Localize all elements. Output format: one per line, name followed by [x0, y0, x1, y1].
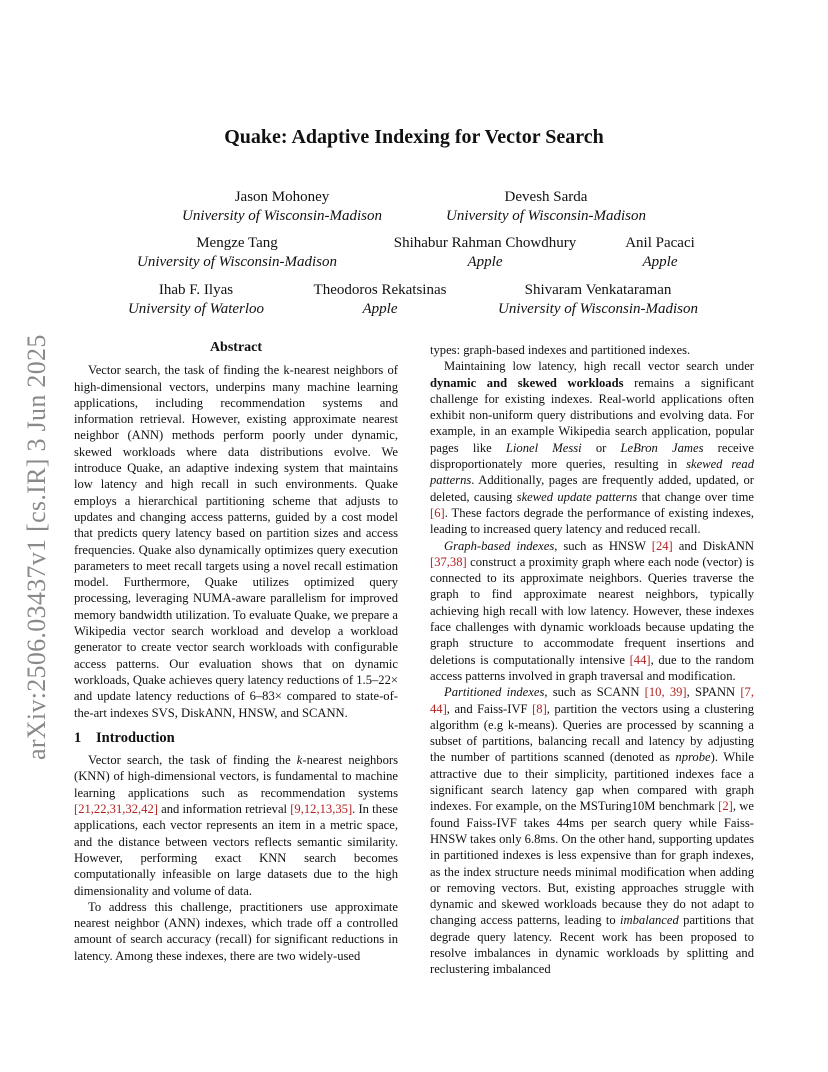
right-column	[430, 342, 754, 978]
author-name: Shivaram Venkataraman	[524, 282, 672, 298]
section-heading	[74, 730, 398, 746]
arxiv-identifier: arXiv:2506.03437v1 [cs.IR] 3 Jun 2025	[22, 334, 51, 760]
citation-link[interactable]: [44]	[629, 652, 651, 667]
author-name: Theodoros Rekatsinas	[313, 282, 447, 298]
author-block	[610, 234, 710, 272]
author-name: Mengze Tang	[196, 235, 278, 251]
citation-link[interactable]: [2]	[718, 799, 733, 814]
body-paragraph: Partitioned indexes, such as SCANN [10, 39], SPANN [7, 44], and Faiss-IVF [8], partition the vectors using a clustering algorithm (e.g k-means). Queries are processed by scanning a subset of partitions, balancing recall and latency by adjusting the number of partitions scanned (denoted as nprobe). While attractive due to their simplicity, partitioned indexes face a significant search latency gap when compared with graph indexes. For example, on the MSTuring10M benchmark [2], we found Faiss-IVF takes 44ms per search query while Faiss-HNSW takes only 6.8ms. On the other hand, supporting updates in partitioned indexes is less expensive than for graph indexes, as the index structure needs minimal modification when adding or removing vectors. But, existing approaches struggle with dynamic and skewed workloads because they do not adapt to changing access patterns, leading to imbalanced partitions that degrade query latency. Recent work has been proposed to resolve imbalances in dynamic workloads by splitting and reclustering imbalanced	[430, 685, 754, 977]
body-paragraph: Graph-based indexes, such as HNSW [24] and DiskANN [37,38] construct a proximity graph where each node (vector) is connected to its approximate neighbors. Queries traverse the graph to find approximate nearest neighbors, typically achieving high recall with low latency. However, these indexes face challenges with dynamic workloads because updating the graph structure to accommodate frequent insertions and deletions is computationally intensive [44], due to the random access patterns involved in graph traversal and modification.	[430, 538, 754, 683]
author-block	[380, 234, 590, 272]
author-name: Jason Mohoney	[234, 189, 330, 205]
author-affiliation: University of Wisconsin-Madison	[498, 301, 698, 317]
author-affiliation: University of Waterloo	[127, 301, 265, 317]
author-name: Ihab F. Ilyas	[158, 282, 234, 298]
citation-link[interactable]: [6]	[430, 505, 445, 520]
author-block	[172, 188, 392, 226]
author-name: Shihabur Rahman Chowdhury	[393, 235, 577, 251]
author-block	[300, 281, 460, 319]
abstract-text: Vector search, the task of finding the k-nearest neighbors of high-dimensional vectors, underpins many machine learning applications, including recommendation systems and information retrieval. However, existing approximate nearest neighbor (ANN) methods perform poorly under dynamic, skewed workloads where data distributions evolve. We introduce Quake, an adaptive indexing system that maintains low latency and high recall in such environments. Quake employs a hierarchical partitioning scheme that adjusts to updates and changing access patterns, guided by a cost model that predicts query latency based on partition sizes and access frequencies. Quake also dynamically optimizes query execution parameters to meet recall targets using a novel recall estimation model. Furthermore, Quake utilizes optimized query processing, leveraging NUMA-aware parallelism for improved memory bandwidth utilization. To evaluate Quake, we prepare a Wikipedia vector search workload and develop a workload generator to create vector search workloads with configurable access patterns. Our evaluation shows that on dynamic workloads, Quake achieves query latency reductions of 1.5–22× and update latency reductions of 6–83× compared to state-of-the-art indexes SVS, DiskANN, HNSW, and SCANN.	[74, 363, 398, 720]
intro-paragraph-2: To address this challenge, practitioners use approximate nearest neighbor (ANN) indexes, which trade off a controlled amount of search accuracy (recall) for significant reductions in latency. Among these indexes, there are two widely-used	[74, 899, 398, 963]
author-block	[116, 281, 276, 319]
author-affiliation: University of Wisconsin-Madison	[446, 208, 646, 224]
left-column	[74, 340, 398, 964]
author-block	[127, 234, 347, 272]
citation-link[interactable]: [10, 39]	[644, 685, 687, 700]
author-block	[488, 281, 708, 319]
citation-link[interactable]: [7, 44]	[430, 685, 754, 716]
author-affiliation: University of Wisconsin-Madison	[137, 254, 337, 270]
citation-link[interactable]: [8]	[532, 701, 547, 716]
author-name: Devesh Sarda	[504, 189, 588, 205]
intro-paragraph-1: Vector search, the task of finding the k-nearest neighbors (KNN) of high-dimensional vectors, is fundamental to machine learning applications such as recommendation systems [21,22,31,32,42] and information retrieval [9,12,13,35]. In these applications, each vector represents an item in a metric space, and the distance between vectors reflects semantic similarity. However, performing exact KNN search becomes computationally infeasible on large datasets due to the high dimensionality and volume of data.	[74, 753, 399, 898]
author-block	[436, 188, 656, 226]
section-title: Introduction	[96, 729, 175, 746]
author-affiliation: University of Wisconsin-Madison	[182, 208, 382, 224]
author-affiliation: Apple	[467, 254, 503, 270]
abstract-heading: Abstract	[209, 340, 263, 355]
citation-link[interactable]: [24]	[651, 538, 673, 553]
body-paragraph: Maintaining low latency, high recall vector search under dynamic and skewed workloads remains a significant challenge for existing indexes. Real-world applications often exhibit non-uniform query distributions and evolving data. For example, in an example Wikipedia search application, popular pages like Lionel Messi or LeBron James receive disproportionately more queries, resulting in skewed read patterns. Additionally, pages are frequently added, updated, or deleted, causing skewed update patterns that change over time [6]. These factors degrade the performance of existing indexes, leading to increased query latency and reduced recall.	[430, 359, 755, 537]
section-number: 1	[74, 729, 82, 746]
body-paragraph: types: graph-based indexes and partitioned indexes.	[430, 343, 691, 357]
author-affiliation: Apple	[642, 254, 678, 270]
citation-link[interactable]: [37,38]	[430, 554, 467, 569]
citation-link[interactable]: [21,22,31,32,42]	[74, 802, 158, 817]
author-affiliation: Apple	[362, 301, 398, 317]
paper-title: Quake: Adaptive Indexing for Vector Search	[224, 126, 604, 148]
author-name: Anil Pacaci	[625, 235, 695, 251]
citation-link[interactable]: [9,12,13,35]	[290, 802, 353, 817]
